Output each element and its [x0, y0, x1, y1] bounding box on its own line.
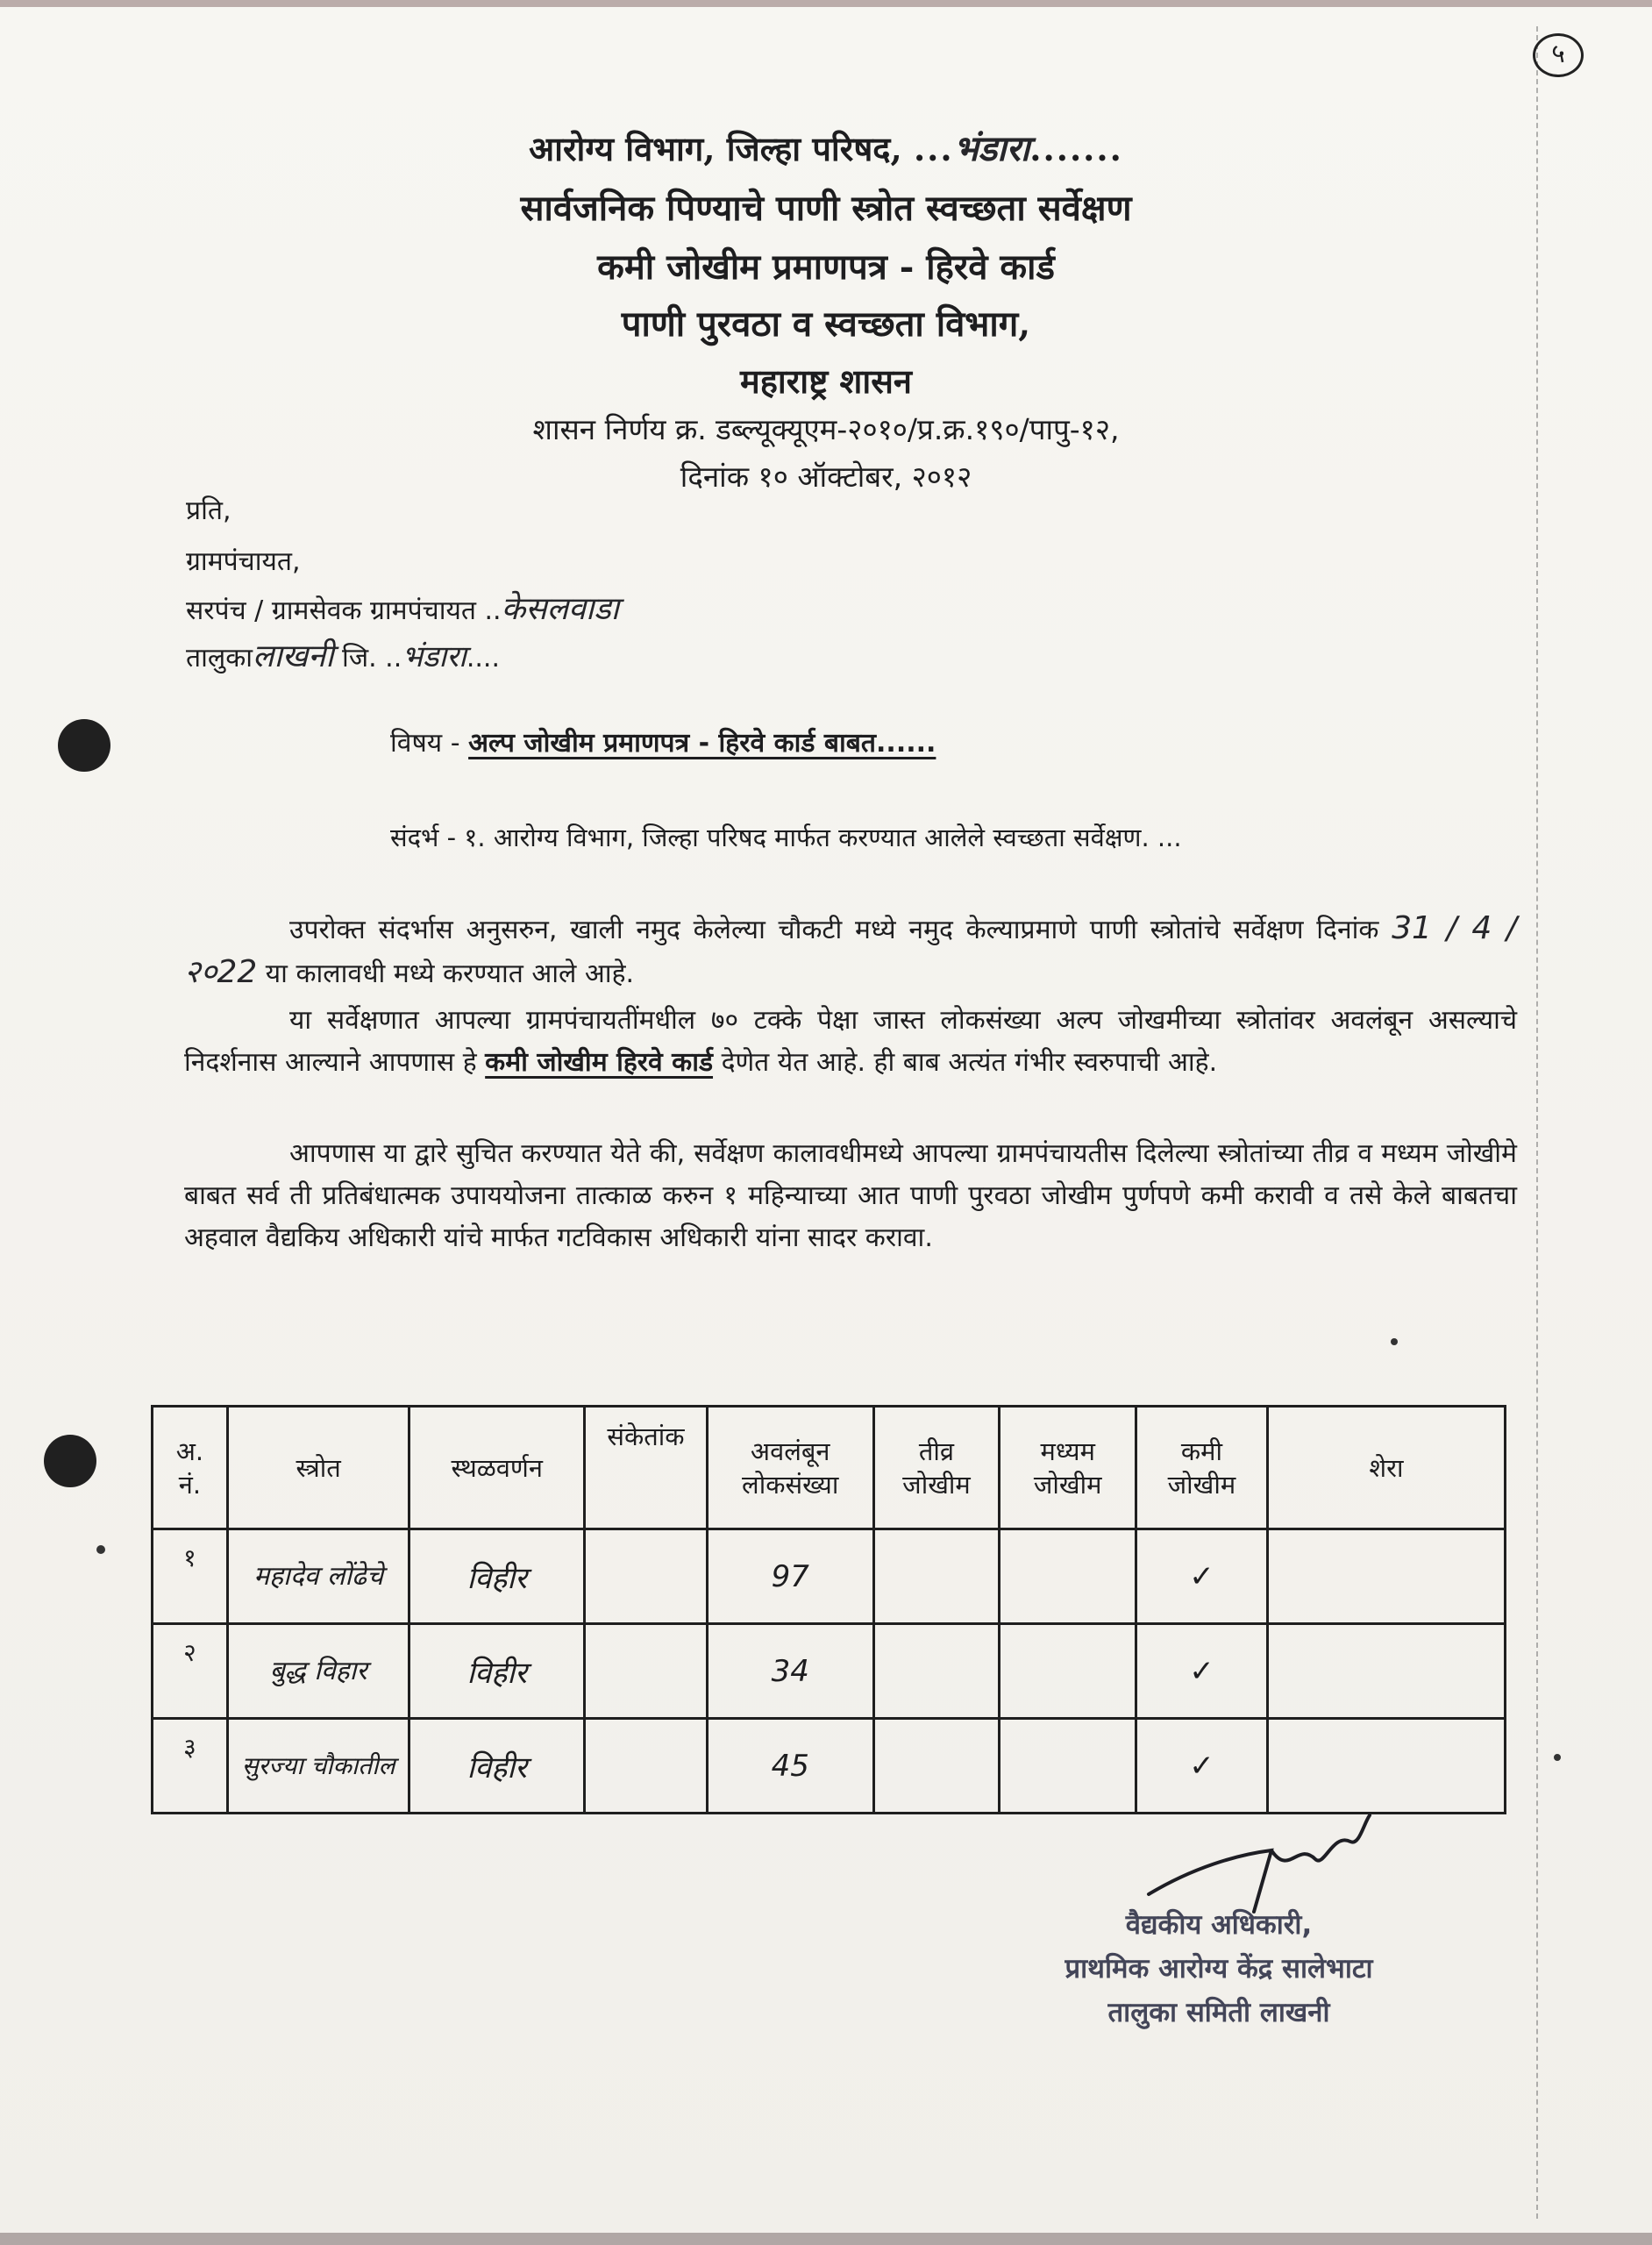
header-line-2: सार्वजनिक पिण्याचे पाणी स्त्रोत स्वच्छता सर्वेक्षण	[520, 188, 1132, 229]
cell-source: बुद्ध विहार	[227, 1624, 409, 1719]
cell-sr: १	[153, 1529, 228, 1624]
address-gp: ग्रामपंचायत,	[186, 546, 301, 577]
cell-location: विहीर	[409, 1529, 585, 1624]
punch-hole-top	[58, 719, 110, 772]
scan-speck	[1391, 1338, 1398, 1345]
survey-date-handwritten: 31 / 4 / २०22	[184, 910, 1517, 990]
cell-low-risk-tick: ✓	[1136, 1529, 1268, 1624]
scan-speck	[1554, 1754, 1561, 1761]
table-row	[153, 1624, 1506, 1719]
subject-text: अल्प जोखीम प्रमाणपत्र - हिरवे कार्ड बाबत......	[468, 728, 936, 759]
col-header-low-risk: कमी जोखीम	[1136, 1407, 1268, 1529]
water-source-table	[151, 1405, 1506, 1814]
cell-sr: २	[153, 1624, 228, 1719]
cell-population: 34	[707, 1624, 873, 1719]
cell-low-risk-tick: ✓	[1136, 1719, 1268, 1814]
cell-location: विहीर	[409, 1624, 585, 1719]
cell-medium-risk	[1000, 1624, 1136, 1719]
green-card-emphasis: कमी जोखीम हिरवे कार्ड	[485, 1047, 714, 1078]
cell-high-risk	[873, 1624, 1000, 1719]
cell-code	[585, 1719, 708, 1814]
header-gr-date: दिनांक १० ऑक्टोबर, २०१२	[680, 460, 972, 494]
address-to: प्रति,	[186, 495, 231, 526]
district-name-handwritten: भंडारा	[402, 639, 466, 674]
cell-remarks	[1267, 1719, 1505, 1814]
scan-speck	[96, 1545, 105, 1554]
subject-line: विषय - अल्प जोखीम प्रमाणपत्र - हिरवे कार्ड बाबत......	[390, 728, 936, 759]
col-header-code: संकेतांक	[585, 1407, 708, 1529]
cell-source: सुरज्या चौकातील	[227, 1719, 409, 1814]
col-header-medium-risk: मध्यम जोखीम	[1000, 1407, 1136, 1529]
col-header-population: अवलंबून लोकसंख्या	[707, 1407, 873, 1529]
body-paragraph-1: उपरोक्त संदर्भास अनुसरुन, खाली नमुद केलेल्या चौकटी मध्ये नमुद केल्याप्रमाणे पाणी स्त्रोतांचे सर्वेक्षण दिनांक 31 / 4 / २०22 या कालावधी मध्ये करण्यात आले आहे.	[184, 910, 1517, 990]
cell-high-risk	[873, 1529, 1000, 1624]
col-header-sr: अ. नं.	[153, 1407, 228, 1529]
cell-population: 45	[707, 1719, 873, 1814]
stamp-line-1: वैद्यकीय अधिकारी,	[1125, 1909, 1313, 1941]
cell-code	[585, 1624, 708, 1719]
officer-stamp	[973, 1903, 1464, 2035]
header-gr-number: शासन निर्णय क्र. डब्ल्यूक्यूएम-२०१०/प्र.क्र.१९०/पापु-१२,	[532, 412, 1120, 446]
district-handwritten: भंडारा	[953, 129, 1030, 169]
cell-sr: ३	[153, 1719, 228, 1814]
cell-population: 97	[707, 1529, 873, 1624]
fold-line	[1536, 26, 1540, 2219]
stamp-line-3: तालुका समिती लाखनी	[1107, 1997, 1330, 2028]
col-header-location: स्थळवर्णन	[409, 1407, 585, 1529]
col-header-high-risk: तीव्र जोखीम	[873, 1407, 1000, 1529]
cell-remarks	[1267, 1529, 1505, 1624]
page-number: ५	[1533, 33, 1584, 77]
header-line-5: महाराष्ट्र शासन	[739, 361, 912, 401]
cell-remarks	[1267, 1624, 1505, 1719]
header-line-3: कमी जोखीम प्रमाणपत्र - हिरवे कार्ड	[597, 246, 1055, 288]
gp-name-handwritten: केसलवाडा	[501, 591, 619, 627]
header-line-1: आरोग्य विभाग, जिल्हा परिषद, ...भंडारा.......	[529, 129, 1123, 169]
body-paragraph-2: या सर्वेक्षणात आपल्या ग्रामपंचायतींमधील ७० टक्के पेक्षा जास्त लोकसंख्या अल्प जोखमीच्या स्त्रोतांवर अवलंबून असल्याचे निदर्शनास आल्याने आपणास हे कमी जोखीम हिरवे कार्ड देणेत येत आहे. ही बाब अत्यंत गंभीर स्वरुपाची आहे.	[184, 1005, 1517, 1078]
cell-high-risk	[873, 1719, 1000, 1814]
table-row	[153, 1719, 1506, 1814]
col-header-remarks: शेरा	[1267, 1407, 1505, 1529]
header-line-4: पाणी पुरवठा व स्वच्छता विभाग,	[621, 303, 1031, 345]
scan-top-edge	[0, 0, 1652, 7]
address-sarpanch: सरपंच / ग्रामसेवक ग्रामपंचायत ..केसलवाडा	[186, 591, 619, 627]
scan-bottom-edge	[0, 2233, 1652, 2245]
cell-medium-risk	[1000, 1529, 1136, 1624]
cell-location: विहीर	[409, 1719, 585, 1814]
body-paragraph-3: आपणास या द्वारे सुचित करण्यात येते की, सर्वेक्षण कालावधीमध्ये आपल्या ग्रामपंचायतीस दिलेल्या स्त्रोतांच्या तीव्र व मध्यम जोखीमे बाबत सर्व ती प्रतिबंधात्मक उपाययोजना तात्काळ करुन १ महिन्याच्या आत पाणी पुरवठा जोखीम पुर्णपणे कमी करावी व तसे केले बाबतचा अहवाल वैद्यकिय अधिकारी यांचे मार्फत गटविकास अधिकारी यांना सादर करावा.	[184, 1138, 1517, 1253]
cell-source: महादेव लोंढेचे	[227, 1529, 409, 1624]
cell-code	[585, 1529, 708, 1624]
table-header-row	[153, 1407, 1506, 1529]
reference-line: संदर्भ - १. आरोग्य विभाग, जिल्हा परिषद मार्फत करण्यात आलेले स्वच्छता सर्वेक्षण. ...	[390, 823, 1182, 852]
address-taluka: तालुकालाखनी जि. ..भंडारा....	[186, 638, 501, 674]
cell-low-risk-tick: ✓	[1136, 1624, 1268, 1719]
cell-medium-risk	[1000, 1719, 1136, 1814]
col-header-source: स्त्रोत	[227, 1407, 409, 1529]
taluka-handwritten: लाखनी	[253, 638, 334, 674]
table-row	[153, 1529, 1506, 1624]
punch-hole-bottom	[44, 1435, 96, 1487]
stamp-line-2: प्राथमिक आरोग्य केंद्र सालेभाटा	[1065, 1953, 1373, 1985]
